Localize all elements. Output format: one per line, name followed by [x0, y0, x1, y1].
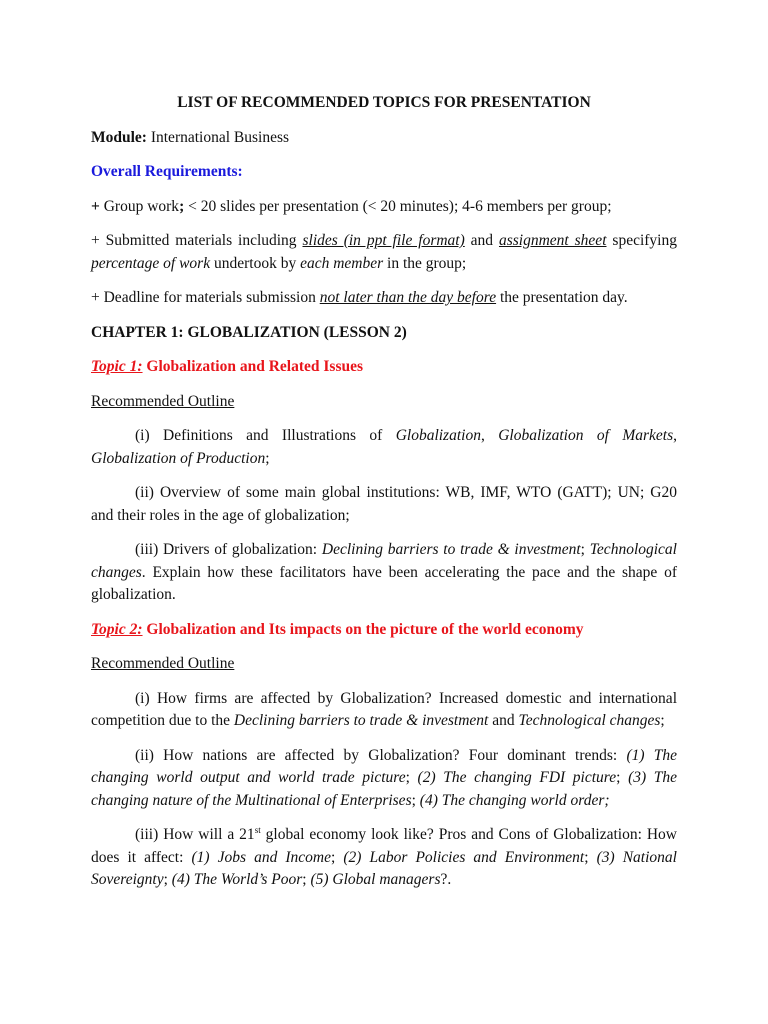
topic2-heading [91, 619, 677, 642]
t2i3-m: (4) The World’s Poor [171, 871, 303, 888]
topic2-label: Topic 2: [91, 620, 143, 638]
overall-requirements-heading: Overall Requirements: [91, 163, 243, 180]
req1-semi: ; [179, 197, 185, 215]
t1i3-a: (iii) Drivers of globalization: [135, 541, 322, 558]
t2i3-g: ; [584, 848, 597, 866]
t2i3-o: (5) Global managers [310, 871, 441, 888]
t2i2-b: Four dominant trends: [468, 746, 627, 764]
t1i1-a: (i) Definitions and Illustrations of [135, 427, 396, 444]
topic2-item1 [91, 688, 677, 733]
chapter-heading: CHAPTER 1: GLOBALIZATION (LESSON 2) [91, 323, 407, 341]
t2i2-c: (1) The changing world output and world trade picture [91, 746, 677, 786]
t2i3-f: (2) Labor Policies and Environment [343, 848, 585, 866]
t1i3-c: ; [580, 541, 590, 558]
module-label: Module: [91, 128, 147, 146]
t1i1-b: Globalization [395, 427, 481, 444]
t1i1-f: Globalization of Production [91, 449, 266, 467]
t1i3-d: Technological changes [91, 541, 677, 581]
req1-plus: + [91, 197, 100, 215]
t2i3-e: ; [331, 848, 344, 866]
topic2-item3 [91, 824, 677, 892]
req3-b: the presentation day. [496, 289, 628, 306]
topic1-heading [91, 356, 677, 379]
t2i1-a: (i) How firms are affected by Globalization? [135, 689, 439, 707]
t1i3-e: . Explain how these facilitators have been accelerating the pace and the shape of globalization. [91, 563, 677, 603]
topic1-item2: (ii) Overview of some main global institutions: WB, IMF, WTO (GATT); UN; G20 and their roles in the age of globalization; [91, 484, 677, 524]
t1i1-e: , [673, 427, 678, 444]
topic1-label: Topic 1: [91, 358, 143, 375]
t2i3-d: (1) Jobs and Income [191, 848, 331, 866]
req3-deadline: not later than the day before [319, 289, 497, 306]
t1i1-d: Globalization of Markets [498, 427, 674, 444]
req2-pct: percentage of work [91, 254, 211, 272]
topic2-outline-heading: Recommended Outline [91, 655, 235, 672]
topic1-item1 [91, 425, 677, 470]
req2-c: specifying [606, 232, 677, 249]
topic1-outline-heading: Recommended Outline [91, 392, 235, 410]
req3-a: + Deadline for materials submission [91, 289, 320, 306]
topic2-item2 [91, 745, 677, 813]
t1i1-g: ; [265, 449, 270, 467]
t2i2-e: (2) The changing FDI picture [417, 769, 617, 786]
t2i3-a: (iii) How will a 21 [135, 826, 255, 843]
t2i1-d: and [488, 712, 519, 729]
req1-b: < 20 slides per presentation (< 20 minutes); 4-6 members per group; [184, 197, 612, 215]
t2i1-c: Declining barriers to trade & investment [233, 712, 489, 729]
t2i2-a: (ii) How nations are affected by Globalization? [135, 746, 469, 764]
req2-slides: slides (in ppt file format) [302, 232, 465, 249]
t2i2-f: ; [616, 769, 629, 786]
requirement-materials [91, 230, 677, 275]
t2i3-k: ; [163, 871, 172, 888]
topic2-title: Globalization and Its impacts on the picture of the world economy [142, 620, 584, 638]
requirement-deadline [91, 287, 677, 310]
req1-a: Group work [99, 197, 180, 215]
topic1-item3 [91, 539, 677, 607]
document-title: LIST OF RECOMMENDED TOPICS FOR PRESENTATION [177, 94, 591, 111]
req2-each: each member [300, 254, 384, 272]
req2-e: in the group; [383, 254, 467, 272]
t2i2-h: ; [411, 791, 420, 809]
req2-b: and [464, 232, 499, 249]
module-value: International Business [146, 128, 290, 146]
t2i1-f: ; [660, 712, 665, 729]
t2i3-p: ?. [440, 871, 452, 888]
req2-sheet: assignment sheet [498, 232, 607, 249]
t2i3-b: global economy look like? [260, 826, 439, 843]
topic1-title: Globalization and Related Issues [142, 358, 364, 375]
module-line [91, 127, 677, 150]
req2-d: undertook by [210, 254, 301, 272]
requirement-group-work [91, 196, 677, 219]
req2-a: + Submitted materials including [91, 232, 303, 249]
t2i3-h: (3) National Sovereignty [91, 848, 677, 888]
t2i2-k: (4) The changing world order; [419, 791, 610, 809]
t2i3-n: ; [302, 871, 311, 888]
t2i3-sup: st [254, 824, 261, 835]
t2i1-e: Technological changes [518, 712, 661, 729]
t1i1-c: , [480, 427, 499, 444]
t2i2-d: ; [405, 769, 418, 786]
t2i2-g: (3) The changing nature of the Multinational of Enterprises [91, 769, 677, 809]
t2i1-b: Increased domestic and international competition due to the [91, 689, 677, 729]
t2i3-c: Pros and Cons of Globalization: How does it affect: [91, 826, 677, 866]
t1i3-b: Declining barriers to trade & investment [321, 541, 581, 558]
